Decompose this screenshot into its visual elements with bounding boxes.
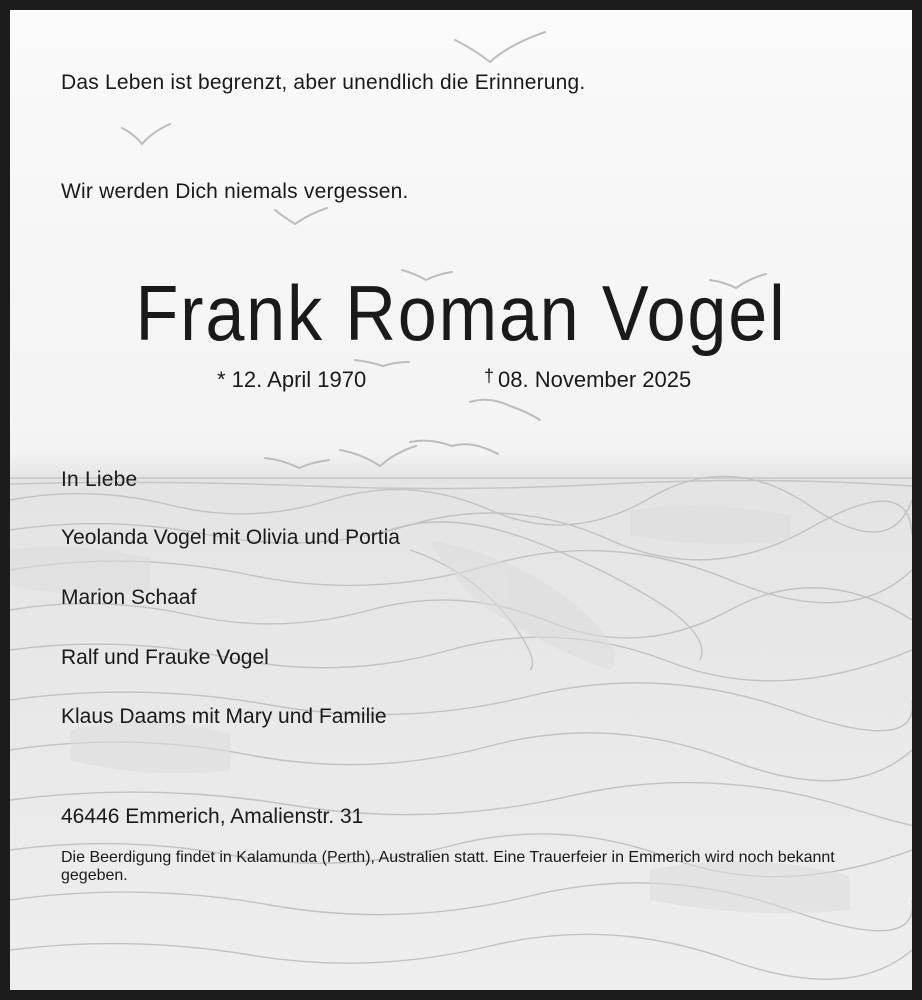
cross-icon: † [484, 366, 495, 386]
mourner-4: Klaus Daams mit Mary und Familie [61, 705, 387, 728]
mourner-2: Marion Schaaf [61, 586, 197, 609]
birth-date: * 12. April 1970 [217, 367, 367, 392]
sea-sketch-background [10, 10, 912, 990]
motto-line-2: Wir werden Dich niemals vergessen. [61, 180, 409, 203]
in-love-label: In Liebe [61, 468, 138, 491]
deceased-name: Frank Roman Vogel [135, 269, 787, 357]
death-date-row [484, 367, 691, 393]
family-address: 46446 Emmerich, Amalienstr. 31 [61, 805, 364, 828]
mourner-1: Yeolanda Vogel mit Olivia und Portia [61, 526, 400, 549]
mourner-3: Ralf und Frauke Vogel [61, 646, 269, 669]
funeral-note: Die Beerdigung findet in Kalamunda (Perth), Australien statt. Eine Trauerfeier in Emmerich wird noch bekannt gegeben. [61, 849, 835, 884]
death-date: 08. November 2025 [498, 367, 692, 392]
motto-line-1: Das Leben ist begrenzt, aber unendlich die Erinnerung. [61, 71, 586, 94]
